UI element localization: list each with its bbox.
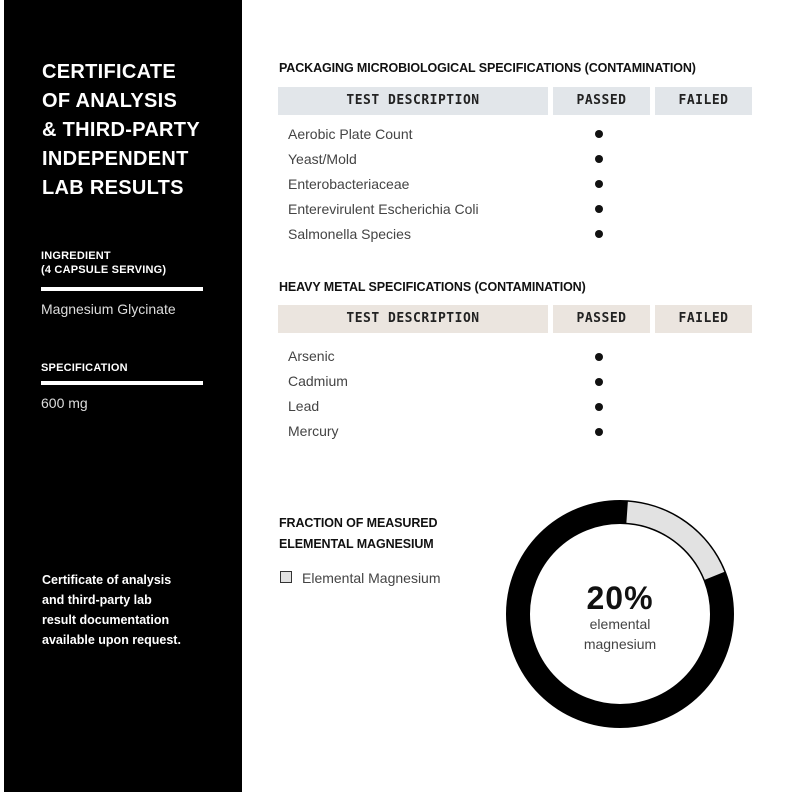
ingredient-label-line: INGREDIENT (41, 250, 111, 262)
note-line: Certificate of analysis (42, 573, 172, 587)
micro-header-failed: FAILED (655, 87, 752, 115)
passed-dot-icon (595, 130, 603, 138)
note-line: result documentation (42, 613, 170, 627)
metals-header-test-description: TEST DESCRIPTION (278, 305, 548, 333)
micro-section-title: PACKAGING MICROBIOLOGICAL SPECIFICATIONS (CONTAMINATION) (279, 61, 696, 75)
metals-row-label: Cadmium (288, 373, 348, 389)
donut-percent: 20% (586, 580, 654, 616)
passed-dot-icon (595, 155, 603, 163)
specification-label: SPECIFICATION (41, 362, 128, 374)
passed-dot-icon (595, 403, 603, 411)
donut-sub-line: elemental (589, 616, 651, 632)
title-line: CERTIFICATE (42, 61, 177, 83)
micro-header-passed: PASSED (553, 87, 650, 115)
metals-header-passed: PASSED (553, 305, 650, 333)
title-line: INDEPENDENT (42, 148, 189, 170)
metals-row-label: Arsenic (288, 348, 335, 364)
metals-row-label: Lead (288, 398, 320, 414)
specification-value: 600 mg (41, 395, 88, 411)
ingredient-label-line: (4 CAPSULE SERVING) (41, 264, 167, 276)
divider (41, 287, 203, 291)
title-line: & THIRD-PARTY (42, 119, 200, 141)
passed-dot-icon (595, 205, 603, 213)
title-line: LAB RESULTS (42, 177, 184, 199)
ingredient-label (41, 249, 166, 277)
fraction-section-title (279, 513, 437, 555)
micro-row-label: Enterevirulent Escherichia Coli (288, 201, 479, 217)
certificate-title (42, 58, 232, 203)
micro-header-test-description: TEST DESCRIPTION (278, 87, 548, 115)
fraction-title-line: ELEMENTAL MAGNESIUM (279, 537, 434, 551)
metals-section-title: HEAVY METAL SPECIFICATIONS (CONTAMINATION) (279, 280, 586, 294)
micro-row-label: Aerobic Plate Count (288, 126, 413, 142)
note-line: and third-party lab (42, 593, 152, 607)
availability-note (42, 570, 232, 650)
passed-dot-icon (595, 353, 603, 361)
micro-row-label: Enterobacteriaceae (288, 176, 410, 192)
ingredient-value: Magnesium Glycinate (41, 301, 176, 317)
passed-dot-icon (595, 230, 603, 238)
legend-swatch (280, 571, 292, 583)
donut-segment-elemental (627, 512, 714, 576)
micro-row-label: Yeast/Mold (288, 151, 357, 167)
metals-row-label: Mercury (288, 423, 339, 439)
passed-dot-icon (595, 180, 603, 188)
legend-label: Elemental Magnesium (302, 570, 441, 586)
title-line: OF ANALYSIS (42, 90, 178, 112)
micro-row-label: Salmonella Species (288, 226, 411, 242)
passed-dot-icon (595, 428, 603, 436)
donut-sub-line: magnesium (583, 636, 657, 652)
sidebar-panel (4, 0, 242, 792)
divider (41, 381, 203, 385)
passed-dot-icon (595, 378, 603, 386)
metals-header-failed: FAILED (655, 305, 752, 333)
fraction-title-line: FRACTION OF MEASURED (279, 516, 438, 530)
note-line: available upon request. (42, 633, 181, 647)
